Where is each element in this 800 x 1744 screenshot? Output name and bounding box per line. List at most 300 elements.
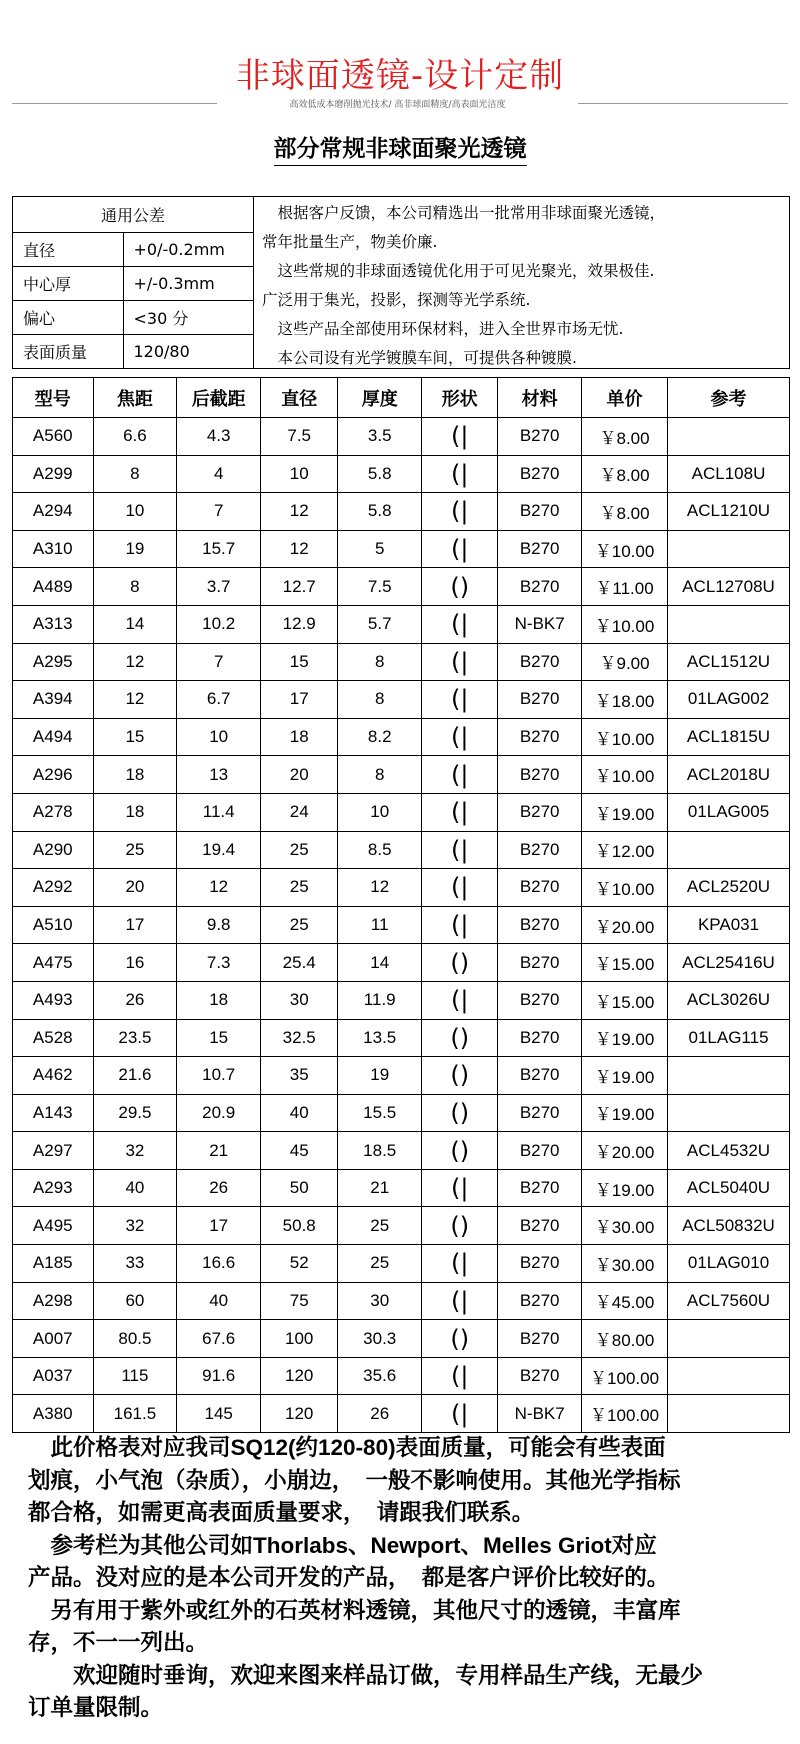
cell-price: ￥100.00: [582, 1357, 668, 1395]
cell-price: ￥11.00: [582, 568, 668, 606]
cell-focal-length: 10: [93, 493, 177, 531]
cell-reference: [668, 605, 790, 643]
cell-reference: ACL108U: [668, 455, 790, 493]
cell-material: B270: [498, 1169, 582, 1207]
cell-focal-length: 80.5: [93, 1320, 177, 1358]
cell-diameter: 25: [261, 831, 338, 869]
cell-focal-length: 18: [93, 793, 177, 831]
cell-price: ￥8.00: [582, 493, 668, 531]
cell-diameter: 12.7: [261, 568, 338, 606]
table-row: [13, 605, 790, 643]
table-body: [13, 418, 790, 1433]
cell-focal-length: 26: [93, 981, 177, 1019]
cell-material: B270: [498, 869, 582, 907]
cell-thickness: 25: [338, 1245, 422, 1283]
cell-model: A278: [13, 793, 94, 831]
cell-model: A037: [13, 1357, 94, 1395]
cell-shape: (|: [422, 793, 498, 831]
cell-price: ￥80.00: [582, 1320, 668, 1358]
cell-focal-length: 15: [93, 718, 177, 756]
page-header: [0, 0, 800, 120]
cell-model: A297: [13, 1132, 94, 1170]
cell-material: B270: [498, 455, 582, 493]
cell-thickness: 14: [338, 944, 422, 982]
cell-reference: ACL4532U: [668, 1132, 790, 1170]
table-row: [13, 1132, 790, 1170]
cell-shape: (): [422, 1207, 498, 1245]
cell-back-focal: 9.8: [177, 906, 261, 944]
cell-thickness: 26: [338, 1395, 422, 1433]
cell-reference: 01LAG115: [668, 1019, 790, 1057]
page-title: 非球面透镜-设计定制: [235, 56, 565, 96]
cell-model: A313: [13, 605, 94, 643]
cell-reference: [668, 1320, 790, 1358]
cell-material: B270: [498, 643, 582, 681]
cell-diameter: 50: [261, 1169, 338, 1207]
table-row: [13, 1245, 790, 1283]
column-header: 后截距: [177, 378, 261, 418]
cell-reference: ACL25416U: [668, 944, 790, 982]
tolerance-heading-row: [13, 197, 254, 232]
cell-diameter: 10: [261, 455, 338, 493]
description-line: 常年批量生产，物美价廉.: [262, 233, 438, 251]
cell-back-focal: 15: [177, 1019, 261, 1057]
cell-thickness: 8: [338, 756, 422, 794]
cell-price: ￥45.00: [582, 1282, 668, 1320]
cell-price: ￥19.00: [582, 1019, 668, 1057]
cell-reference: ACL2520U: [668, 869, 790, 907]
cell-model: A295: [13, 643, 94, 681]
cell-diameter: 12: [261, 530, 338, 568]
cell-material: B270: [498, 1207, 582, 1245]
cell-price: ￥10.00: [582, 718, 668, 756]
description-line: 本公司设有光学镀膜车间，可提供各种镀膜.: [262, 349, 577, 367]
cell-diameter: 50.8: [261, 1207, 338, 1245]
cell-material: B270: [498, 1320, 582, 1358]
cell-diameter: 52: [261, 1245, 338, 1283]
cell-thickness: 7.5: [338, 568, 422, 606]
cell-price: ￥19.00: [582, 1169, 668, 1207]
cell-diameter: 18: [261, 718, 338, 756]
cell-material: B270: [498, 418, 582, 456]
cell-thickness: 8.5: [338, 831, 422, 869]
cell-model: A489: [13, 568, 94, 606]
tolerance-row-center-thickness: [13, 266, 254, 300]
cell-back-focal: 10: [177, 718, 261, 756]
cell-back-focal: 18: [177, 981, 261, 1019]
cell-price: ￥18.00: [582, 681, 668, 719]
cell-price: ￥19.00: [582, 793, 668, 831]
cell-reference: ACL3026U: [668, 981, 790, 1019]
cell-model: A296: [13, 756, 94, 794]
cell-thickness: 8: [338, 643, 422, 681]
cell-back-focal: 4.3: [177, 418, 261, 456]
cell-diameter: 17: [261, 681, 338, 719]
notes: [28, 1432, 788, 1725]
table-row: [13, 568, 790, 606]
header-rule-right: [578, 103, 788, 104]
table-row: [13, 1094, 790, 1132]
cell-material: N-BK7: [498, 605, 582, 643]
table-row: [13, 418, 790, 456]
table-row: [13, 756, 790, 794]
cell-back-focal: 13: [177, 756, 261, 794]
note-line: 另有用于紫外或红外的石英材料透镜，其他尺寸的透镜，丰富库: [28, 1597, 681, 1623]
cell-price: ￥8.00: [582, 418, 668, 456]
cell-model: A290: [13, 831, 94, 869]
cell-back-focal: 7: [177, 643, 261, 681]
column-header: 直径: [261, 378, 338, 418]
cell-shape: (|: [422, 981, 498, 1019]
cell-focal-length: 8: [93, 455, 177, 493]
cell-shape: (|: [422, 681, 498, 719]
cell-material: B270: [498, 756, 582, 794]
cell-model: A007: [13, 1320, 94, 1358]
cell-price: ￥20.00: [582, 1132, 668, 1170]
cell-model: A494: [13, 718, 94, 756]
cell-shape: (|: [422, 1395, 498, 1433]
cell-model: A143: [13, 1094, 94, 1132]
table-row: [13, 643, 790, 681]
table-row: [13, 455, 790, 493]
table-row: [13, 1357, 790, 1395]
table-row: [13, 1207, 790, 1245]
column-header: 形状: [422, 378, 498, 418]
cell-price: ￥19.00: [582, 1057, 668, 1095]
cell-back-focal: 15.7: [177, 530, 261, 568]
cell-diameter: 40: [261, 1094, 338, 1132]
cell-diameter: 35: [261, 1057, 338, 1095]
cell-material: B270: [498, 530, 582, 568]
cell-shape: (|: [422, 718, 498, 756]
cell-reference: 01LAG010: [668, 1245, 790, 1283]
cell-material: B270: [498, 1094, 582, 1132]
cell-price: ￥15.00: [582, 944, 668, 982]
tolerance-table: [13, 197, 254, 368]
cell-price: ￥100.00: [582, 1395, 668, 1433]
cell-price: ￥9.00: [582, 643, 668, 681]
cell-focal-length: 8: [93, 568, 177, 606]
table-row: [13, 831, 790, 869]
tolerance-label: 偏心: [13, 300, 123, 334]
cell-back-focal: 3.7: [177, 568, 261, 606]
cell-model: A298: [13, 1282, 94, 1320]
cell-back-focal: 10.2: [177, 605, 261, 643]
column-header: 型号: [13, 378, 94, 418]
cell-reference: [668, 831, 790, 869]
cell-back-focal: 20.9: [177, 1094, 261, 1132]
table-header-row: [13, 378, 790, 418]
cell-back-focal: 7.3: [177, 944, 261, 982]
table-row: [13, 1320, 790, 1358]
cell-model: A185: [13, 1245, 94, 1283]
tolerance-value: 120/80: [123, 334, 254, 368]
cell-focal-length: 40: [93, 1169, 177, 1207]
cell-model: A310: [13, 530, 94, 568]
description-line: 广泛用于集光，投影，探测等光学系统.: [262, 291, 531, 309]
cell-model: A510: [13, 906, 94, 944]
cell-material: B270: [498, 906, 582, 944]
cell-thickness: 12: [338, 869, 422, 907]
cell-diameter: 7.5: [261, 418, 338, 456]
tolerance-row-surface-quality: [13, 334, 254, 368]
cell-model: A560: [13, 418, 94, 456]
cell-thickness: 35.6: [338, 1357, 422, 1395]
cell-focal-length: 161.5: [93, 1395, 177, 1433]
table-row: [13, 718, 790, 756]
cell-reference: [668, 418, 790, 456]
cell-reference: [668, 1094, 790, 1132]
cell-shape: (|: [422, 756, 498, 794]
table-row: [13, 1169, 790, 1207]
cell-back-focal: 6.7: [177, 681, 261, 719]
cell-thickness: 21: [338, 1169, 422, 1207]
cell-diameter: 120: [261, 1395, 338, 1433]
cell-focal-length: 115: [93, 1357, 177, 1395]
table-row: [13, 1057, 790, 1095]
table-row: [13, 1282, 790, 1320]
table-row: [13, 1019, 790, 1057]
cell-back-focal: 7: [177, 493, 261, 531]
note-line: 产品。没对应的是本公司开发的产品， 都是客户评价比较好的。: [28, 1565, 670, 1590]
cell-diameter: 15: [261, 643, 338, 681]
cell-material: B270: [498, 981, 582, 1019]
cell-thickness: 13.5: [338, 1019, 422, 1057]
cell-thickness: 5.8: [338, 493, 422, 531]
cell-focal-length: 32: [93, 1207, 177, 1245]
header-rule-left: [12, 103, 217, 104]
cell-diameter: 45: [261, 1132, 338, 1170]
cell-model: A293: [13, 1169, 94, 1207]
cell-material: B270: [498, 1057, 582, 1095]
cell-focal-length: 12: [93, 681, 177, 719]
cell-reference: KPA031: [668, 906, 790, 944]
cell-shape: (|: [422, 831, 498, 869]
column-header: 材料: [498, 378, 582, 418]
cell-model: A493: [13, 981, 94, 1019]
description-line: 根据客户反馈，本公司精选出一批常用非球面聚光透镜，: [262, 204, 666, 222]
cell-thickness: 25: [338, 1207, 422, 1245]
cell-thickness: 11: [338, 906, 422, 944]
cell-diameter: 25: [261, 906, 338, 944]
cell-focal-length: 21.6: [93, 1057, 177, 1095]
table-row: [13, 793, 790, 831]
cell-reference: ACL7560U: [668, 1282, 790, 1320]
cell-thickness: 5.8: [338, 455, 422, 493]
table-row: [13, 944, 790, 982]
cell-model: A495: [13, 1207, 94, 1245]
tolerance-row-decenter: [13, 300, 254, 334]
cell-back-focal: 145: [177, 1395, 261, 1433]
cell-reference: ACL12708U: [668, 568, 790, 606]
note-line: 订单量限制。: [28, 1695, 164, 1720]
cell-thickness: 11.9: [338, 981, 422, 1019]
tolerance-box: [12, 196, 790, 369]
cell-back-focal: 16.6: [177, 1245, 261, 1283]
cell-price: ￥20.00: [582, 906, 668, 944]
cell-thickness: 8: [338, 681, 422, 719]
cell-price: ￥30.00: [582, 1245, 668, 1283]
cell-focal-length: 6.6: [93, 418, 177, 456]
cell-shape: (|: [422, 906, 498, 944]
cell-back-focal: 10.7: [177, 1057, 261, 1095]
cell-back-focal: 91.6: [177, 1357, 261, 1395]
column-header: 焦距: [93, 378, 177, 418]
cell-shape: (|: [422, 869, 498, 907]
cell-thickness: 18.5: [338, 1132, 422, 1170]
cell-material: B270: [498, 793, 582, 831]
cell-focal-length: 29.5: [93, 1094, 177, 1132]
cell-material: B270: [498, 718, 582, 756]
cell-shape: (|: [422, 1169, 498, 1207]
column-header: 参考: [668, 378, 790, 418]
cell-back-focal: 19.4: [177, 831, 261, 869]
cell-diameter: 75: [261, 1282, 338, 1320]
cell-focal-length: 20: [93, 869, 177, 907]
cell-shape: (|: [422, 1357, 498, 1395]
tolerance-label: 直径: [13, 232, 123, 266]
cell-reference: 01LAG005: [668, 793, 790, 831]
note-line: 都合格，如需更高表面质量要求， 请跟我们联系。: [28, 1500, 535, 1525]
cell-focal-length: 25: [93, 831, 177, 869]
cell-material: B270: [498, 1019, 582, 1057]
cell-material: B270: [498, 493, 582, 531]
cell-thickness: 30.3: [338, 1320, 422, 1358]
cell-diameter: 24: [261, 793, 338, 831]
cell-diameter: 100: [261, 1320, 338, 1358]
table-row: [13, 906, 790, 944]
cell-diameter: 32.5: [261, 1019, 338, 1057]
note-line: 参考栏为其他公司如Thorlabs、Newport、Melles Griot对应: [28, 1532, 657, 1558]
tolerance-label: 表面质量: [13, 334, 123, 368]
cell-back-focal: 17: [177, 1207, 261, 1245]
note-line: 此价格表对应我司SQ12(约120-80)表面质量，可能会有些表面: [28, 1435, 666, 1460]
cell-price: ￥19.00: [582, 1094, 668, 1132]
cell-reference: 01LAG002: [668, 681, 790, 719]
cell-model: A292: [13, 869, 94, 907]
cell-reference: [668, 530, 790, 568]
lens-spec-table: [12, 377, 790, 1433]
cell-shape: (): [422, 944, 498, 982]
table-row: [13, 981, 790, 1019]
cell-material: B270: [498, 1132, 582, 1170]
cell-price: ￥30.00: [582, 1207, 668, 1245]
cell-back-focal: 12: [177, 869, 261, 907]
description-line: 这些产品全部使用环保材料，进入全世界市场无忧.: [262, 320, 624, 338]
cell-focal-length: 23.5: [93, 1019, 177, 1057]
cell-back-focal: 11.4: [177, 793, 261, 831]
cell-diameter: 12.9: [261, 605, 338, 643]
cell-back-focal: 4: [177, 455, 261, 493]
cell-model: A394: [13, 681, 94, 719]
cell-reference: ACL50832U: [668, 1207, 790, 1245]
product-description: [262, 199, 790, 373]
cell-focal-length: 32: [93, 1132, 177, 1170]
column-header: 单价: [582, 378, 668, 418]
cell-price: ￥8.00: [582, 455, 668, 493]
cell-reference: ACL5040U: [668, 1169, 790, 1207]
cell-shape: (|: [422, 418, 498, 456]
cell-shape: (|: [422, 455, 498, 493]
cell-thickness: 30: [338, 1282, 422, 1320]
cell-diameter: 30: [261, 981, 338, 1019]
cell-model: A462: [13, 1057, 94, 1095]
cell-price: ￥12.00: [582, 831, 668, 869]
cell-shape: (|: [422, 1282, 498, 1320]
cell-thickness: 3.5: [338, 418, 422, 456]
note-line: 划痕，小气泡（杂质），小崩边， 一般不影响使用。其他光学指标: [28, 1467, 681, 1493]
cell-focal-length: 14: [93, 605, 177, 643]
cell-back-focal: 40: [177, 1282, 261, 1320]
cell-material: B270: [498, 568, 582, 606]
column-header: 厚度: [338, 378, 422, 418]
cell-shape: (|: [422, 605, 498, 643]
cell-material: B270: [498, 1245, 582, 1283]
cell-thickness: 10: [338, 793, 422, 831]
tolerance-row-diameter: [13, 232, 254, 266]
cell-price: ￥10.00: [582, 605, 668, 643]
cell-material: B270: [498, 681, 582, 719]
cell-material: B270: [498, 831, 582, 869]
cell-thickness: 5: [338, 530, 422, 568]
cell-focal-length: 60: [93, 1282, 177, 1320]
cell-price: ￥10.00: [582, 530, 668, 568]
cell-back-focal: 21: [177, 1132, 261, 1170]
cell-model: A294: [13, 493, 94, 531]
cell-shape: (): [422, 1094, 498, 1132]
cell-diameter: 20: [261, 756, 338, 794]
cell-price: ￥10.00: [582, 756, 668, 794]
cell-reference: ACL1512U: [668, 643, 790, 681]
tolerance-heading: 通用公差: [13, 197, 254, 232]
section-title: [0, 130, 800, 163]
cell-model: A380: [13, 1395, 94, 1433]
page-subtitle: 高效低成本磨削抛光技术/ 高非球面精度/高表面光洁度: [289, 100, 506, 110]
cell-model: A299: [13, 455, 94, 493]
cell-shape: (): [422, 1132, 498, 1170]
cell-reference: [668, 1057, 790, 1095]
table-row: [13, 1395, 790, 1433]
cell-shape: (): [422, 1057, 498, 1095]
cell-model: A528: [13, 1019, 94, 1057]
cell-back-focal: 26: [177, 1169, 261, 1207]
cell-model: A475: [13, 944, 94, 982]
cell-shape: (): [422, 1320, 498, 1358]
cell-material: B270: [498, 944, 582, 982]
table-row: [13, 493, 790, 531]
cell-thickness: 15.5: [338, 1094, 422, 1132]
description-line: 这些常规的非球面透镜优化用于可见光聚光，效果极佳.: [262, 262, 655, 280]
cell-shape: (): [422, 568, 498, 606]
cell-reference: ACL2018U: [668, 756, 790, 794]
cell-focal-length: 17: [93, 906, 177, 944]
cell-reference: ACL1210U: [668, 493, 790, 531]
cell-focal-length: 19: [93, 530, 177, 568]
table-row: [13, 681, 790, 719]
tolerance-value: +0/-0.2mm: [123, 232, 254, 266]
cell-focal-length: 16: [93, 944, 177, 982]
cell-diameter: 120: [261, 1357, 338, 1395]
cell-thickness: 8.2: [338, 718, 422, 756]
cell-price: ￥10.00: [582, 869, 668, 907]
tolerance-value: +/-0.3mm: [123, 266, 254, 300]
note-line: 欢迎随时垂询，欢迎来图来样品订做，专用样品生产线，无最少: [28, 1662, 704, 1688]
cell-thickness: 19: [338, 1057, 422, 1095]
cell-diameter: 25.4: [261, 944, 338, 982]
cell-material: B270: [498, 1282, 582, 1320]
cell-price: ￥15.00: [582, 981, 668, 1019]
cell-shape: (|: [422, 1245, 498, 1283]
